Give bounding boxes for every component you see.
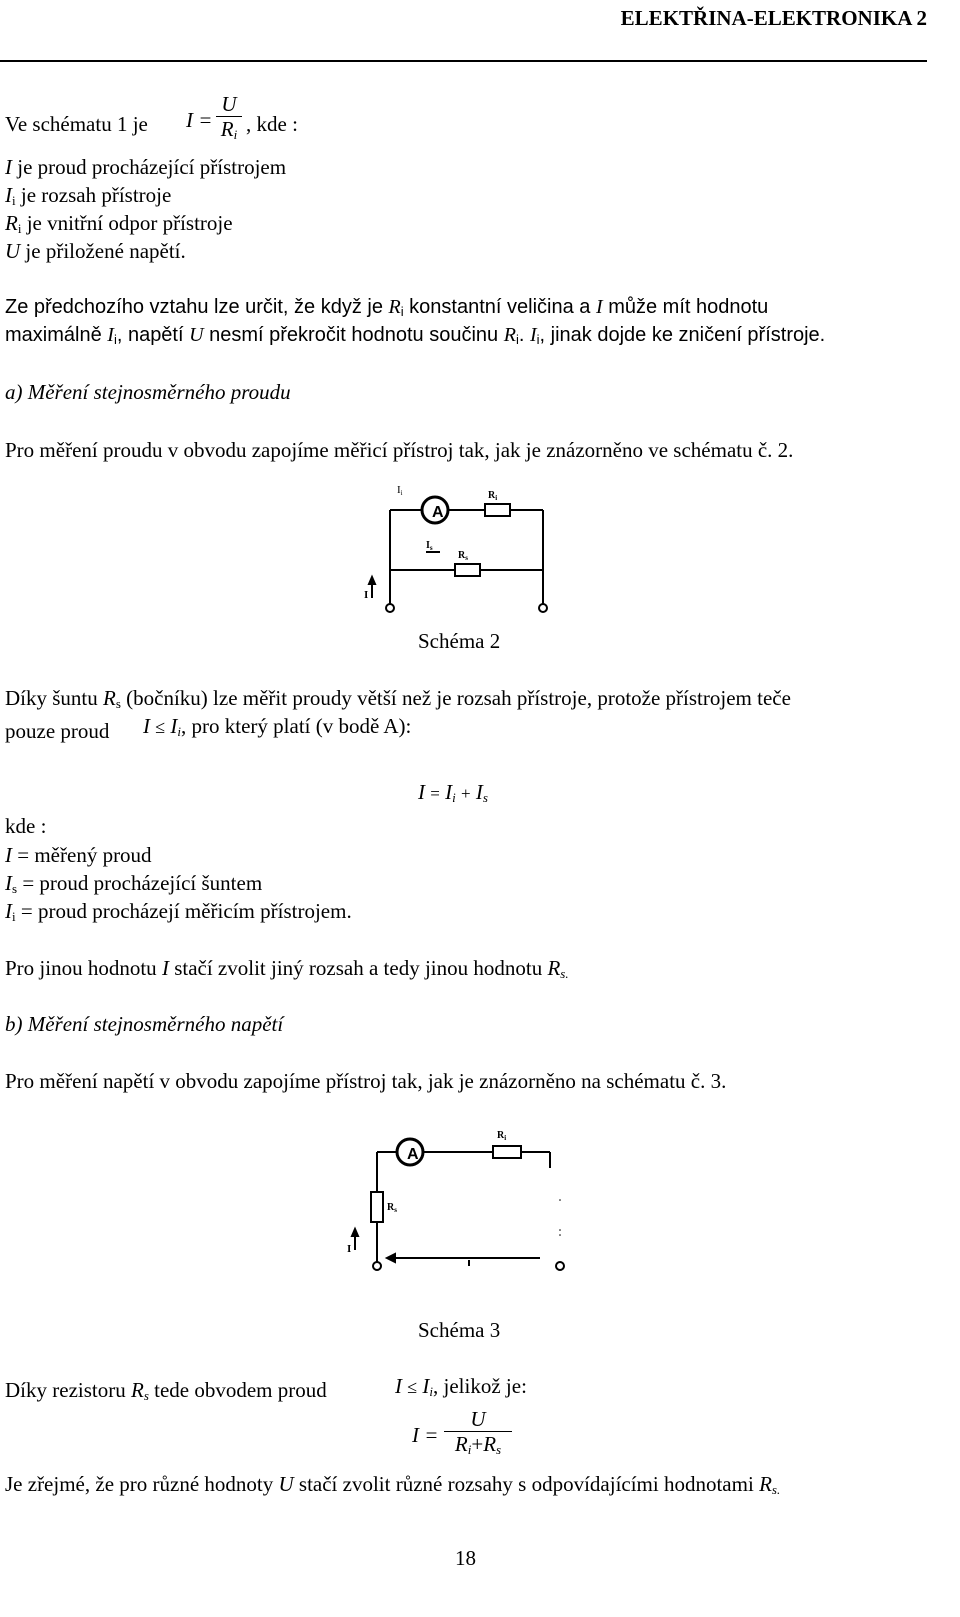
intro-line-suffix: , kde : xyxy=(246,112,298,136)
header-rule xyxy=(0,60,927,62)
label-rs-3: $R_s$ xyxy=(387,1202,397,1214)
label-ri-3: $R_i$ xyxy=(497,1130,507,1142)
formula2-numerator: U xyxy=(470,1407,486,1431)
schema-2-diagram xyxy=(360,480,560,615)
def-item-4: U je přiložené napětí. xyxy=(5,239,186,263)
ammeter-symbol: A xyxy=(432,504,444,521)
para1-line1: Ze předchozího vztahu lze určit, že když je $R_i$ konstantní veličina a I může mít hodnotu xyxy=(5,296,769,319)
intro-line-prefix: Ve schématu 1 je xyxy=(5,112,148,136)
section-b-heading: b) Měření stejnosměrného napětí xyxy=(5,1012,284,1036)
page-number: 18 xyxy=(455,1546,476,1570)
kde-label: kde : xyxy=(5,814,47,838)
section-a-heading: a) Měření stejnosměrného proudu xyxy=(5,380,291,404)
formula-denominator: R xyxy=(220,117,234,142)
formula-lhs: I = xyxy=(186,108,213,132)
para5: Je zřejmé, že pro různé hodnoty U stačí zvolit různé rozsahy s odpovídajícími hodnotami $R_{s.}$ xyxy=(5,1472,781,1497)
sum-equation: $I = I_i + I_s$ xyxy=(418,780,488,805)
formula2-fraction: U $R_i+R_s$ xyxy=(444,1408,512,1455)
formula-numerator: U xyxy=(221,92,237,116)
label-is: $I_s$ xyxy=(426,540,433,552)
schema-2-caption: Schéma 2 xyxy=(418,629,501,653)
label-input: I xyxy=(364,589,369,601)
ammeter-symbol-3: A xyxy=(407,1146,419,1163)
para3: Pro jinou hodnotu I stačí zvolit jiný rozsah a tedy jinou hodnotu $R_{s.}$ xyxy=(5,956,569,981)
para4-inequality: $I \le I_i$, jelikož je: xyxy=(395,1374,527,1399)
def2-item-1: I = měřený proud xyxy=(5,843,152,867)
section-b-text: Pro měření napětí v obvodu zapojíme přístroj tak, jak je znázorněno na schématu č. 3. xyxy=(5,1069,727,1093)
para4-text: Díky rezistoru $R_s$ tede obvodem proud xyxy=(5,1378,327,1403)
def-item-2: $I_i$ je rozsah přístroje xyxy=(5,183,172,208)
para1-line2: maximálně $I_i$, napětí U nesmí překročit hodnotu součinu $R_i$. $I_i$, jinak dojde ke zničení přístroje. xyxy=(5,324,826,347)
label-rs: $R_s$ xyxy=(458,550,468,562)
label-ri: $R_i$ xyxy=(488,490,498,502)
para2-line2: pouze proud xyxy=(5,719,110,743)
section-a-text: Pro měření proudu v obvodu zapojíme měřicí přístroj tak, jak je znázorněno ve schématu č. 2. xyxy=(5,438,794,462)
schema-3-diagram xyxy=(345,1120,575,1280)
schema-3-caption: Schéma 3 xyxy=(418,1318,501,1342)
def2-item-2: $I_s$ = proud procházející šuntem xyxy=(5,871,263,896)
label-input-3: I xyxy=(347,1243,352,1255)
formula-fraction xyxy=(216,92,242,143)
def2-item-3: $I_i$ = proud procházejí měřicím přístrojem. xyxy=(5,899,352,924)
def-item-3: $R_i$ je vnitřní odpor přístroje xyxy=(5,211,233,236)
formula-denominator-sub: i xyxy=(233,127,238,143)
para2-line1: Díky šuntu $R_s$ (bočníku) lze měřit proudy větší než je rozsah přístroje, protože přístrojem teče xyxy=(5,686,791,711)
label-ii: Ii xyxy=(397,484,403,497)
formula2-lhs: I = xyxy=(412,1423,439,1447)
para2-inequality: $I \le I_i$, pro který platí (v bodě A): xyxy=(143,714,412,739)
def-item-1: I je proud procházející přístrojem xyxy=(5,155,287,179)
running-header: ELEKTŘINA-ELEKTRONIKA 2 xyxy=(620,6,927,30)
